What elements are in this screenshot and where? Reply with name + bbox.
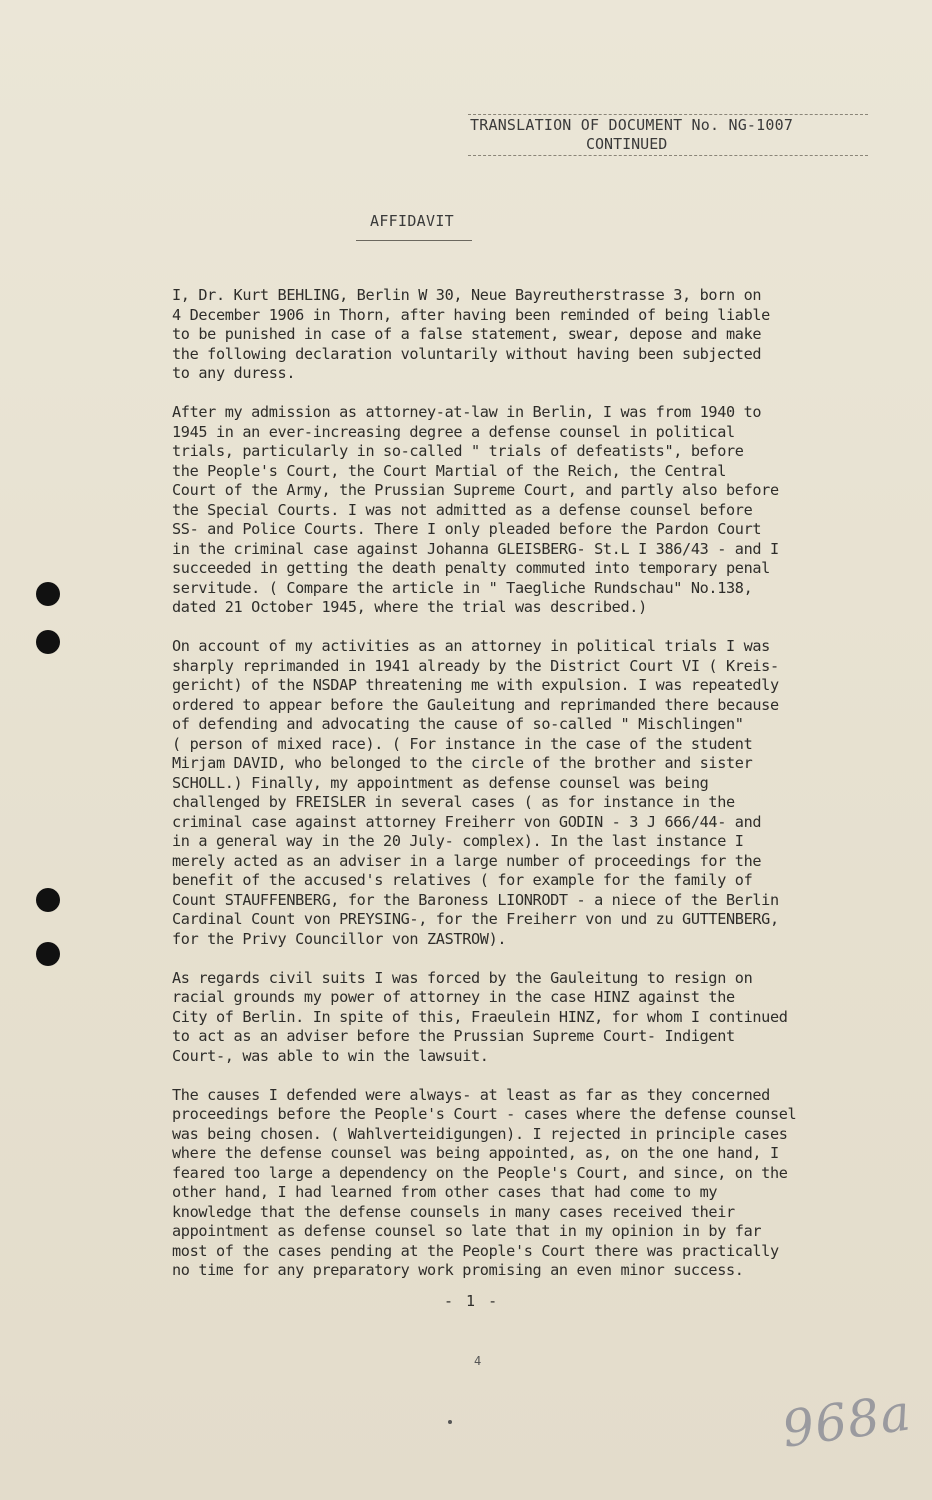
title-underline xyxy=(356,240,472,241)
header-bottom-rule xyxy=(468,155,868,156)
continued-label: CONTINUED xyxy=(586,135,668,153)
punch-hole-icon xyxy=(36,630,60,654)
handwritten-page-note: 968a xyxy=(778,1383,915,1459)
page-number: - 1 - xyxy=(444,1292,500,1310)
paragraph-1: I, Dr. Kurt BEHLING, Berlin W 30, Neue Bayreutherstrasse 3, born on 4 December 1906 in Thorn, after having been reminded of being liable to be punished in case of a false statement, swear, depose and make the following declaration voluntarily without having been subjected to any duress. xyxy=(172,286,770,382)
paragraph-3: On account of my activities as an attorney in political trials I was sharply reprimanded in 1941 already by the District Court VI ( Kreis- gericht) of the NSDAP threatening me with expulsion. I was repeatedly ordered to appear before the Gauleitung and reprimanded there because of defending and advocating the cause of so-called " Mischlingen" ( person of mixed race). ( For instance in the case of the student Mirjam DAVID, who belonged to the circle of the brother and sister SCHOLL.) Finally, my appointment as defense counsel was being challenged by FREISLER in several cases ( as for instance in the criminal case against attorney Freiherr von GODIN - 3 J 666/44- and in a general way in the 20 July- complex). In the last instance I merely acted as an adviser in a large number of proceedings for the benefit of the accused's relatives ( for example for the family of Count STAUFFENBERG, for the Baroness LIONRODT - a niece of the Berlin Cardinal Count von PREYSING-, for the Freiherr von und zu GUTTENBERG, for the Privy Councillor von ZASTROW). xyxy=(172,637,779,948)
affidavit-body xyxy=(172,286,862,1300)
document-title: AFFIDAVIT xyxy=(370,212,454,230)
paragraph-4: As regards civil suits I was forced by the Gauleitung to resign on racial grounds my power of attorney in the case HINZ against the City of Berlin. In spite of this, Fraeulein HINZ, for whom I continued to act as an adviser before the Prussian Supreme Court- Indigent Court-, was able to win the lawsuit. xyxy=(172,968,788,1065)
small-mark: 4 xyxy=(474,1354,482,1368)
paragraph-2: After my admission as attorney-at-law in Berlin, I was from 1940 to 1945 in an ever-increasing degree a defense counsel in political trials, particularly in so-called " trials of defeatists", before the People's Court, the Court Martial of the Reich, the Central Court of the Army, the Prussian Supreme Court, and partly also before the Special Courts. I was not admitted as a defense counsel before SS- and Police Courts. There I only pleaded before the Pardon Court in the criminal case against Johanna GLEISBERG- St.L I 386/43 - and I succeeded in getting the death penalty commuted into temporary penal servitude. ( Compare the article in " Taegliche Rundschau" No.138, dated 21 October 1945, where the trial was described.) xyxy=(172,403,779,616)
paragraph-5: The causes I defended were always- at least as far as they concerned proceedings before the People's Court - cases where the defense counsel was being chosen. ( Wahlverteidigungen). I rejected in principle cases where the defense counsel was being appointed, as, on the one hand, I feared too large a dependency on the People's Court, and since, on the other hand, I had learned from other cases that had come to my knowledge that the defense counsels in many cases received their appointment as defense counsel so late that in my opinion in by far most of the cases pending at the People's Court there was practically no time for any preparatory work promising an even minor success. xyxy=(172,1085,797,1279)
punch-hole-icon xyxy=(36,942,60,966)
translation-reference: TRANSLATION OF DOCUMENT No. NG-1007 xyxy=(470,116,794,134)
punch-hole-icon xyxy=(36,888,60,912)
dot-mark xyxy=(448,1420,452,1424)
punch-hole-icon xyxy=(36,582,60,606)
